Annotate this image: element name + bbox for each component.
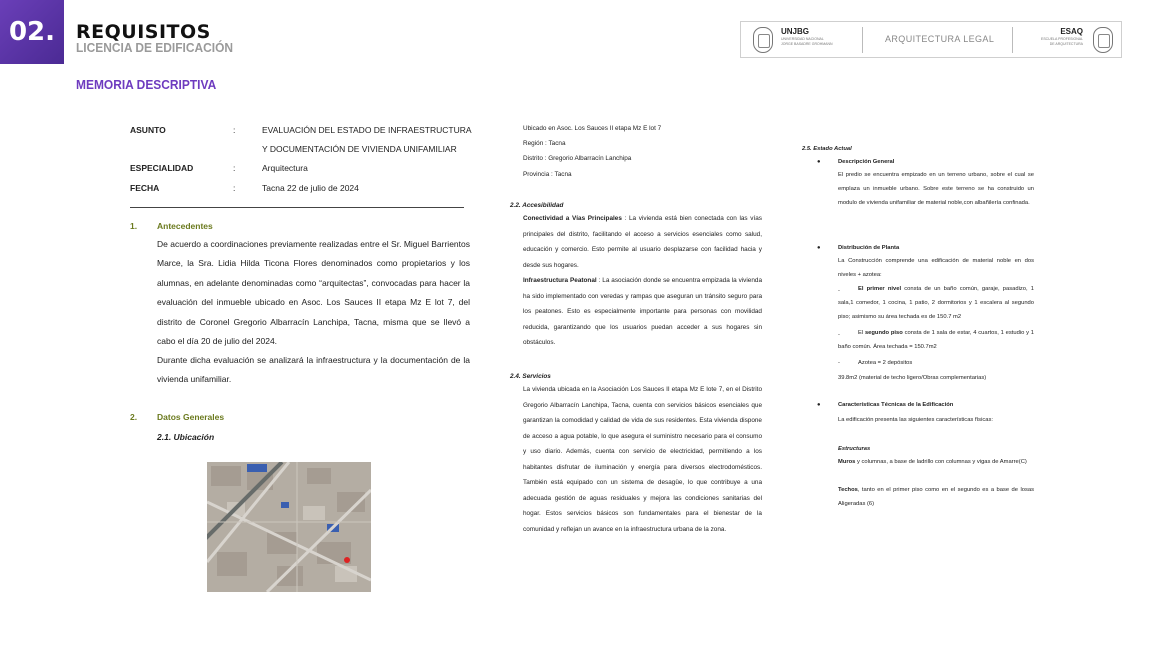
arquitectura-legal-label: ARQUITECTURA LEGAL <box>885 34 995 44</box>
esaq-line-1: ESCUELA PROFESIONAL <box>1040 37 1083 41</box>
esaq-line-2: DE ARQUITECTURA <box>1049 42 1083 46</box>
asunto-label: ASUNTO <box>130 125 166 135</box>
section-1-title: Antecedentes <box>157 221 213 231</box>
primer-nivel-label: El primer nivel <box>858 286 902 292</box>
logo-bar <box>740 21 1122 58</box>
distribucion-intro: La Construcción comprende una edificación de material noble en dos niveles + azotea: <box>838 258 1034 279</box>
page-subtitle: LICENCIA DE EDIFICACIÓN <box>76 40 234 55</box>
section-1-paragraph-2: Durante dicha evaluación se analizará la infraestructura y la documentación de la vivienda unifamiliar. <box>157 355 470 385</box>
servicios-paragraph: La vivienda ubicada en la Asociación Los Sauces II etapa Mz E lote 7, en el Distrito Gregorio Albarracín Lanchipa, Tacna, cuenta con servicios básicos esenciales que garantizan la comodidad y calidad de vida de sus residentes. Esta vivienda dispone de acceso a agua potable, lo que asegura el suministro necesario para el consumo y uso diario. Además, cuenta con servicio de electricidad, permitiendo a los habitantes disfrutar de iluminación y energía para diversos electrodomésticos. También está equipado con un sistema de desagüe, lo que contribuye a una adecuada gestión de aguas residuales y mejora las condiciones sanitarias del hogar. Estos servicios básicos son fundamentales para el bienestar de la comunidad y reflejan un avance en la infraestructura urbana de la zona. <box>523 386 762 533</box>
region-text: Región : Tacna <box>523 140 566 147</box>
bullet-1: ● <box>817 159 821 165</box>
subsection-2-5-title: 2.5. Estado Actual <box>802 146 852 152</box>
segundo-piso-prefix: El <box>858 330 865 336</box>
subsection-2-1-title: 2.1. Ubicación <box>157 432 215 442</box>
segundo-piso-paragraph <box>838 326 1034 354</box>
segundo-piso-label: segundo piso <box>864 330 903 336</box>
page-title: REQUISITOS <box>76 21 211 43</box>
location-satellite-map <box>207 462 371 592</box>
colon: : <box>233 183 236 193</box>
section-1-number: 1. <box>130 221 138 231</box>
techos-text: , tanto en el primer piso como en el segundo es a base de losas Aligeradas (6) <box>838 487 1034 508</box>
peatonal-label: Infraestructura Peatonal <box>523 277 597 284</box>
conectividad-label: Conectividad a Vías Principales <box>523 215 622 222</box>
fecha-value: Tacna 22 de julio de 2024 <box>262 183 359 193</box>
descripcion-text: El predio se encuentra empizado en un terreno urbano, sobre el cual se emplaza un inmueble urbano. Sobre este terreno se ha construido un modulo de vivienda unifamiliar de material noble,con albañilería confinada. <box>838 172 1034 207</box>
muros-text: y columnas, a base de ladrillo con columnas y vigas de Amarre(C) <box>855 459 1027 465</box>
azotea-detail: 39.8m2 (material de techo ligero/Obras complementarias) <box>838 375 987 381</box>
dash-1: - <box>838 288 840 294</box>
primer-nivel-paragraph <box>838 282 1034 325</box>
provincia-text: Provincia : Tacna <box>523 171 572 178</box>
distrito-text: Distrito : Gregorio Albarracín Lanchipa <box>523 155 632 162</box>
section-2-number: 2. <box>130 412 138 422</box>
section-1-paragraph-1: De acuerdo a coordinaciones previamente realizadas entre el Sr. Miguel Barrientos Marce, la Sra. Lidia Hilda Ticona Flores denominados como propietarios y los alumnas, en adelante denominadas como “arquitectas”, convocadas para hacer la evaluación del inmueble ubicado en Asoc. Los Sauces II etapa Mz E lot 7, del distrito de Coronel Gregorio Albarracín Lanchipa, Tacna, misma que se llevó a cabo el día 20 de julio del 2024. <box>157 239 470 347</box>
ubicado-text: Ubicado en Asoc. Los Sauces II etapa Mz E lot 7 <box>523 125 662 132</box>
muros-paragraph <box>838 455 1034 469</box>
esaq-logo-text: ESAQ <box>1060 27 1083 36</box>
conectividad-paragraph <box>523 211 762 273</box>
techos-paragraph <box>838 483 1034 511</box>
unjbg-line-2: JORGE BASADRE GROHMANN <box>781 42 833 46</box>
subsection-2-2-title: 2.2. Accesibilidad <box>510 202 564 209</box>
unjbg-line-1: UNIVERSIDAD NACIONAL <box>781 37 824 41</box>
logo-divider <box>862 27 863 53</box>
azotea-text: Azotea = 2 depósitos <box>858 360 913 366</box>
fecha-label: FECHA <box>130 183 160 193</box>
esaq-seal-icon <box>1093 27 1113 53</box>
primer-nivel-text: consta de un baño común, garaje, pasadizo, 1 sala,1 comedor, 1 cocina, 1 patio, 2 dormitorios y 1 escalera al segundo piso; asimismo su área techada es de 150.7 m2 <box>838 286 1035 321</box>
distribucion-title: Distribución de Planta <box>838 245 900 251</box>
peatonal-paragraph <box>523 273 762 351</box>
dash-3: - <box>838 360 840 366</box>
section-2-title: Datos Generales <box>157 412 225 422</box>
caracteristicas-text: La edificación presenta las siguientes características físicas: <box>838 417 993 423</box>
subsection-2-4-title: 2.4. Servicios <box>510 373 551 380</box>
descripcion-title: Descripción General <box>838 159 895 165</box>
colon: : <box>233 125 236 135</box>
especialidad-value: Arquitectura <box>262 163 308 173</box>
muros-label: Muros <box>838 459 856 465</box>
logo-divider <box>1012 27 1013 53</box>
section-number-badge: 02. <box>0 0 64 64</box>
conectividad-text: : La vivienda está bien conectada con las vías principales del distrito, facilitando el acceso a servicios esenciales como salud, educación y comercio. Esto permite al usuario desplazarse con facilidad hacia y desde sus hogares. <box>523 215 762 269</box>
dash-2: - <box>838 332 840 338</box>
map-graphic <box>207 462 371 592</box>
techos-label: Techos <box>838 487 858 493</box>
especialidad-label: ESPECIALIDAD <box>130 163 194 173</box>
caracteristicas-title: Características Técnicas de la Edificación <box>838 402 954 408</box>
unjbg-logo-text: UNJBG <box>781 27 810 36</box>
header-rule <box>130 207 464 208</box>
estructuras-title: Estructuras <box>838 446 871 452</box>
asunto-value-2: Y DOCUMENTACIÓN DE VIVIENDA UNIFAMILIAR <box>262 144 457 154</box>
peatonal-text: : La asociación donde se encuentra empizada la vivienda ha sido implementado con veredas y rampas que aseguran un tránsito seguro para los peatones. Esto es especialmente importante para personas con movilidad reducida, garantizando que los usuarios puedan acceder a sus hogares sin obstáculos. <box>523 277 763 346</box>
segundo-piso-text: consta de 1 sala de estar, 4 cuartos, 1 estudio y 1 baño común. Área techada = 150.7m2 <box>838 330 1035 351</box>
asunto-value-1: EVALUACIÓN DEL ESTADO DE INFRAESTRUCTURA <box>262 125 472 135</box>
section-heading: MEMORIA DESCRIPTIVA <box>76 77 217 92</box>
unjbg-seal-icon <box>753 27 773 53</box>
bullet-2: ● <box>817 245 821 251</box>
bullet-3: ● <box>817 402 821 408</box>
colon: : <box>233 163 236 173</box>
